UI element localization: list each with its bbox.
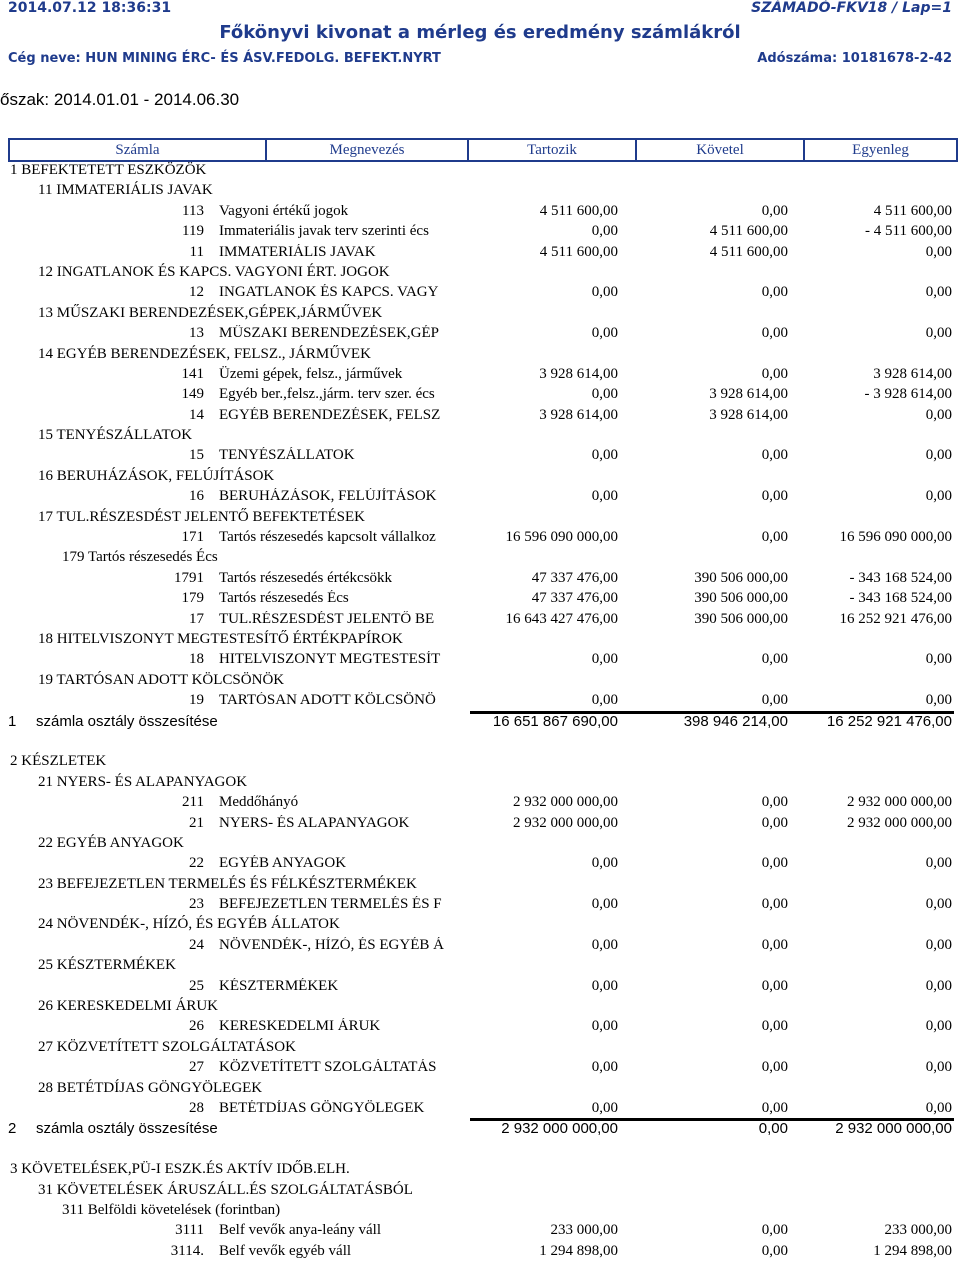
account-row bbox=[0, 486, 960, 506]
group-title: 179 Tartós részesedés Écs bbox=[62, 549, 218, 566]
account-row bbox=[0, 201, 960, 221]
account-name: KÖZVETÍTETT SZOLGÁLTATÁS bbox=[219, 1059, 437, 1076]
group-heading bbox=[0, 1180, 960, 1200]
credit-amount: 0,00 bbox=[761, 1018, 788, 1035]
account-row bbox=[0, 813, 960, 833]
debit-amount: 1 294 898,00 bbox=[539, 1242, 618, 1259]
balance-amount: 0,00 bbox=[925, 488, 952, 505]
credit-amount: 0,00 bbox=[761, 1222, 788, 1239]
balance-amount: - 343 168 524,00 bbox=[849, 590, 952, 607]
group-heading bbox=[0, 772, 960, 792]
debit-amount: 0,00 bbox=[591, 896, 618, 913]
account-name: Belf vevők egyéb váll bbox=[219, 1242, 352, 1259]
account-name: MŰSZAKI BERENDEZÉSEK,GÉP bbox=[219, 325, 439, 342]
account-code: 18 bbox=[189, 651, 204, 668]
group-heading bbox=[0, 344, 960, 364]
balance-amount: 2 932 000 000,00 bbox=[847, 814, 952, 831]
account-row bbox=[0, 792, 960, 812]
group-title: 22 EGYÉB ANYAGOK bbox=[38, 834, 184, 851]
debit-amount: 0,00 bbox=[591, 284, 618, 301]
class-number: 2 bbox=[8, 1120, 17, 1138]
debit-amount: 2 932 000 000,00 bbox=[513, 814, 618, 831]
group-title: 24 NÖVENDÉK-, HÍZÓ, ÉS EGYÉB ÁLLATOK bbox=[38, 916, 340, 933]
account-name: Tartós részesedés értékcsökk bbox=[219, 569, 393, 586]
balance-amount: 0,00 bbox=[925, 325, 952, 342]
credit-amount: 0,00 bbox=[761, 896, 788, 913]
total-label: számla osztály összesítése bbox=[36, 1120, 218, 1138]
col-tartozik: Tartozik bbox=[469, 140, 637, 160]
group-title: 19 TARTÓSAN ADOTT KÖLCSÖNÖK bbox=[38, 671, 285, 688]
account-row bbox=[0, 1220, 960, 1240]
group-heading bbox=[0, 914, 960, 934]
group-title: 11 IMMATERIÁLIS JAVAK bbox=[38, 182, 213, 199]
account-name: BETÉTDÍJAS GÖNGYÖLEGEK bbox=[219, 1099, 425, 1116]
balance-amount: 0,00 bbox=[925, 406, 952, 423]
account-row bbox=[0, 894, 960, 914]
balance-amount: 233 000,00 bbox=[884, 1222, 952, 1239]
balance-amount: - 343 168 524,00 bbox=[849, 569, 952, 586]
balance-amount: 2 932 000 000,00 bbox=[847, 794, 952, 811]
account-name: Belf vevők anya-leány váll bbox=[219, 1222, 382, 1239]
account-name: Vagyoni értékű jogok bbox=[219, 202, 349, 219]
account-row bbox=[0, 527, 960, 547]
account-name: TENYÉSZÁLLATOK bbox=[219, 447, 355, 464]
credit-amount: 0,00 bbox=[761, 488, 788, 505]
group-title: 23 BEFEJEZETLEN TERMELÉS ÉS FÉLKÉSZTERMÉKEK bbox=[38, 875, 417, 892]
account-name: TUL.RÉSZESDÉST JELENTŐ BE bbox=[219, 610, 435, 627]
account-name: Tartós részesedés kapcsolt vállalkoz bbox=[219, 529, 436, 546]
balance-amount: 16 596 090 000,00 bbox=[839, 529, 952, 546]
account-row bbox=[0, 221, 960, 241]
account-code: 19 bbox=[189, 692, 204, 709]
account-code: 3111 bbox=[175, 1222, 204, 1239]
account-name: KÉSZTERMÉKEK bbox=[219, 977, 339, 994]
account-row bbox=[0, 609, 960, 629]
account-code: 119 bbox=[182, 223, 204, 240]
group-heading bbox=[0, 1200, 960, 1220]
spacer-row bbox=[0, 1139, 960, 1159]
account-row bbox=[0, 853, 960, 873]
credit-amount: 0,00 bbox=[761, 1059, 788, 1076]
balance-total: 16 252 921 476,00 bbox=[826, 712, 952, 730]
group-title: 15 TENYÉSZÁLLATOK bbox=[38, 427, 193, 444]
group-heading bbox=[0, 303, 960, 323]
spacer-row bbox=[0, 731, 960, 751]
account-name: BEFEJEZETLEN TERMELÉS ÉS F bbox=[219, 896, 442, 913]
credit-amount: 0,00 bbox=[761, 977, 788, 994]
account-code: 28 bbox=[189, 1099, 204, 1116]
account-row bbox=[0, 1057, 960, 1077]
group-title: 13 MŰSZAKI BERENDEZÉSEK,GÉPEK,JÁRMŰVEK bbox=[38, 304, 383, 321]
ledger-lines bbox=[0, 160, 960, 1261]
balance-amount: 0,00 bbox=[925, 1059, 952, 1076]
credit-amount: 390 506 000,00 bbox=[694, 590, 788, 607]
group-heading bbox=[0, 955, 960, 975]
group-heading bbox=[0, 670, 960, 690]
debit-amount: 3 928 614,00 bbox=[539, 365, 618, 382]
group-title: 27 KÖZVETÍTETT SZOLGÁLTATÁSOK bbox=[38, 1038, 296, 1055]
group-heading bbox=[0, 547, 960, 567]
credit-total: 398 946 214,00 bbox=[683, 712, 788, 730]
group-heading bbox=[0, 751, 960, 771]
credit-amount: 0,00 bbox=[761, 284, 788, 301]
account-name: KERESKEDELMI ÁRUK bbox=[219, 1018, 381, 1035]
total-label: számla osztály összesítése bbox=[36, 712, 218, 730]
account-row bbox=[0, 1016, 960, 1036]
debit-amount: 47 337 476,00 bbox=[531, 569, 618, 586]
report-title: Főkönyvi kivonat a mérleg és eredmény számlákról bbox=[219, 22, 741, 43]
group-heading bbox=[0, 466, 960, 486]
balance-amount: 0,00 bbox=[925, 651, 952, 668]
group-heading bbox=[0, 262, 960, 282]
group-title: 28 BETÉTDÍJAS GÖNGYÖLEGEK bbox=[38, 1079, 263, 1096]
balance-amount: - 3 928 614,00 bbox=[864, 386, 952, 403]
group-heading bbox=[0, 507, 960, 527]
group-heading bbox=[0, 1159, 960, 1179]
account-row bbox=[0, 588, 960, 608]
account-code: 16 bbox=[189, 488, 204, 505]
col-szamla: Számla bbox=[10, 140, 267, 160]
print-datetime: 2014.07.12 18:36:31 bbox=[8, 0, 172, 16]
debit-amount: 0,00 bbox=[591, 1059, 618, 1076]
group-title: 1 BEFEKTETETT ESZKÖZÖK bbox=[10, 162, 207, 178]
account-code: 27 bbox=[189, 1059, 204, 1076]
class-total-row bbox=[0, 711, 960, 731]
group-heading bbox=[0, 1078, 960, 1098]
credit-amount: 0,00 bbox=[761, 692, 788, 709]
class-total-row bbox=[0, 1118, 960, 1138]
debit-amount: 0,00 bbox=[591, 488, 618, 505]
credit-amount: 0,00 bbox=[761, 529, 788, 546]
account-name: IMMATERIÁLIS JAVAK bbox=[219, 243, 376, 260]
debit-amount: 4 511 600,00 bbox=[539, 202, 618, 219]
account-row bbox=[0, 405, 960, 425]
credit-amount: 390 506 000,00 bbox=[694, 569, 788, 586]
credit-amount: 390 506 000,00 bbox=[694, 610, 788, 627]
account-row bbox=[0, 649, 960, 669]
account-row bbox=[0, 976, 960, 996]
debit-amount: 16 596 090 000,00 bbox=[505, 529, 618, 546]
balance-total: 2 932 000 000,00 bbox=[835, 1120, 952, 1138]
account-name: Immateriális javak terv szerinti écs bbox=[219, 223, 429, 240]
debit-amount: 4 511 600,00 bbox=[539, 243, 618, 260]
group-heading bbox=[0, 425, 960, 445]
group-title: 25 KÉSZTERMÉKEK bbox=[38, 957, 176, 974]
group-title: 14 EGYÉB BERENDEZÉSEK, FELSZ., JÁRMŰVEK bbox=[38, 345, 371, 362]
group-title: 16 BERUHÁZÁSOK, FELÚJÍTÁSOK bbox=[38, 467, 275, 484]
account-name: Tartós részesedés Écs bbox=[219, 590, 349, 607]
debit-amount: 0,00 bbox=[591, 692, 618, 709]
credit-total: 0,00 bbox=[758, 1120, 788, 1138]
credit-amount: 3 928 614,00 bbox=[709, 406, 788, 423]
debit-amount: 0,00 bbox=[591, 936, 618, 953]
debit-amount: 0,00 bbox=[591, 1018, 618, 1035]
account-code: 14 bbox=[189, 406, 204, 423]
account-row bbox=[0, 1098, 960, 1118]
account-code: 21 bbox=[189, 814, 204, 831]
balance-amount: 0,00 bbox=[925, 936, 952, 953]
balance-amount: 0,00 bbox=[925, 692, 952, 709]
group-title: 26 KERESKEDELMI ÁRUK bbox=[38, 998, 218, 1015]
credit-amount: 0,00 bbox=[761, 651, 788, 668]
debit-total: 2 932 000 000,00 bbox=[501, 1120, 618, 1138]
account-name: HITELVISZONYT MEGTESTESÍT bbox=[219, 651, 441, 668]
credit-amount: 4 511 600,00 bbox=[709, 243, 788, 260]
col-egyenleg: Egyenleg bbox=[852, 142, 909, 158]
group-title: 2 KÉSZLETEK bbox=[10, 753, 107, 770]
program-page-label: SZÁMADÓ-FKV18 / Lap=1 bbox=[751, 0, 952, 16]
account-code: 12 bbox=[189, 284, 204, 301]
credit-amount: 0,00 bbox=[761, 365, 788, 382]
credit-amount: 0,00 bbox=[761, 936, 788, 953]
account-name: TARTÓSAN ADOTT KÖLCSÖNÖ bbox=[219, 692, 436, 709]
account-row bbox=[0, 1241, 960, 1261]
credit-amount: 3 928 614,00 bbox=[709, 386, 788, 403]
debit-amount: 0,00 bbox=[591, 223, 618, 240]
account-row bbox=[0, 384, 960, 404]
group-title: 31 KÖVETELÉSEK ÁRUSZÁLL.ÉS SZOLGÁLTATÁSBÓL bbox=[38, 1181, 413, 1198]
debit-amount: 0,00 bbox=[591, 977, 618, 994]
account-name: Üzemi gépek, felsz., járművek bbox=[219, 365, 403, 382]
debit-amount: 0,00 bbox=[591, 1099, 618, 1116]
group-heading bbox=[0, 833, 960, 853]
account-name: Egyéb ber.,felsz.,járm. terv szer. écs bbox=[219, 386, 435, 403]
account-name: NYERS- ÉS ALAPANYAGOK bbox=[219, 814, 410, 831]
account-code: 23 bbox=[189, 896, 204, 913]
account-code: 15 bbox=[189, 447, 204, 464]
debit-amount: 0,00 bbox=[591, 855, 618, 872]
credit-amount: 0,00 bbox=[761, 325, 788, 342]
balance-amount: 3 928 614,00 bbox=[873, 365, 952, 382]
account-code: 25 bbox=[189, 977, 204, 994]
account-name: EGYÉB ANYAGOK bbox=[219, 855, 347, 872]
credit-amount: 0,00 bbox=[761, 202, 788, 219]
debit-amount: 0,00 bbox=[591, 386, 618, 403]
group-heading bbox=[0, 180, 960, 200]
account-row bbox=[0, 282, 960, 302]
group-heading bbox=[0, 629, 960, 649]
group-heading bbox=[0, 996, 960, 1016]
account-row bbox=[0, 935, 960, 955]
balance-amount: - 4 511 600,00 bbox=[865, 223, 952, 240]
account-row bbox=[0, 364, 960, 384]
balance-amount: 16 252 921 476,00 bbox=[839, 610, 952, 627]
account-code: 171 bbox=[181, 529, 204, 546]
debit-amount: 16 643 427 476,00 bbox=[505, 610, 618, 627]
credit-amount: 0,00 bbox=[761, 1099, 788, 1116]
debit-amount: 0,00 bbox=[591, 325, 618, 342]
debit-amount: 0,00 bbox=[591, 651, 618, 668]
group-heading bbox=[0, 874, 960, 894]
group-title: 21 NYERS- ÉS ALAPANYAGOK bbox=[38, 773, 248, 790]
account-code: 149 bbox=[181, 386, 204, 403]
account-code: 26 bbox=[189, 1018, 204, 1035]
credit-amount: 0,00 bbox=[761, 794, 788, 811]
account-name: BERUHÁZÁSOK, FELÚJÍTÁSOK bbox=[219, 488, 437, 505]
balance-amount: 0,00 bbox=[925, 447, 952, 464]
debit-total: 16 651 867 690,00 bbox=[492, 712, 618, 730]
account-code: 22 bbox=[189, 855, 204, 872]
account-row bbox=[0, 242, 960, 262]
account-name: NÖVENDÉK-, HÍZÓ, ÉS EGYÉB Á bbox=[219, 936, 444, 953]
account-code: 13 bbox=[189, 325, 204, 342]
group-heading bbox=[0, 1037, 960, 1057]
group-title: 12 INGATLANOK ÉS KAPCS. VAGYONI ÉRT. JOGOK bbox=[38, 263, 390, 280]
debit-amount: 47 337 476,00 bbox=[531, 590, 618, 607]
group-title: 3 KÖVETELÉSEK,PÜ-I ESZK.ÉS AKTÍV IDŐB.ELH. bbox=[10, 1161, 350, 1178]
debit-amount: 2 932 000 000,00 bbox=[513, 794, 618, 811]
group-title: 311 Belföldi követelések (forintban) bbox=[62, 1201, 281, 1218]
group-title: 17 TUL.RÉSZESDÉST JELENTŐ BEFEKTETÉSEK bbox=[38, 508, 365, 525]
company-name: Cég neve: HUN MINING ÉRC- ÉS ÁSV.FEDOLG. BEFEKT.NYRT bbox=[8, 51, 441, 66]
account-code: 3114. bbox=[170, 1242, 204, 1259]
balance-amount: 0,00 bbox=[925, 243, 952, 260]
tax-id: Adószáma: 10181678-2-42 bbox=[757, 51, 952, 66]
account-name: INGATLANOK ÉS KAPCS. VAGY bbox=[219, 284, 439, 301]
account-code: 17 bbox=[189, 610, 204, 627]
account-row bbox=[0, 323, 960, 343]
credit-amount: 0,00 bbox=[761, 855, 788, 872]
credit-amount: 0,00 bbox=[761, 814, 788, 831]
balance-amount: 0,00 bbox=[925, 977, 952, 994]
credit-amount: 0,00 bbox=[761, 1242, 788, 1259]
group-heading bbox=[0, 160, 960, 180]
balance-amount: 0,00 bbox=[925, 896, 952, 913]
account-code: 141 bbox=[181, 365, 204, 382]
debit-amount: 3 928 614,00 bbox=[539, 406, 618, 423]
account-row bbox=[0, 690, 960, 710]
group-title: 18 HITELVISZONYT MEGTESTESÍTŐ ÉRTÉKPAPÍROK bbox=[38, 630, 403, 647]
account-name: EGYÉB BERENDEZÉSEK, FELSZ bbox=[219, 406, 441, 423]
account-code: 24 bbox=[189, 936, 204, 953]
balance-amount: 0,00 bbox=[925, 855, 952, 872]
balance-amount: 4 511 600,00 bbox=[873, 202, 952, 219]
credit-amount: 0,00 bbox=[761, 447, 788, 464]
class-number: 1 bbox=[8, 712, 17, 730]
account-code: 1791 bbox=[174, 569, 204, 586]
balance-amount: 0,00 bbox=[925, 1018, 952, 1035]
period-range: őszak: 2014.01.01 - 2014.06.30 bbox=[0, 90, 240, 109]
balance-amount: 0,00 bbox=[925, 284, 952, 301]
account-code: 113 bbox=[182, 202, 204, 219]
column-header-row bbox=[8, 138, 958, 162]
account-name: Meddőhányó bbox=[219, 794, 299, 811]
debit-amount: 233 000,00 bbox=[550, 1222, 618, 1239]
account-row bbox=[0, 568, 960, 588]
col-kovetel: Követel bbox=[637, 140, 805, 160]
account-code: 11 bbox=[189, 243, 204, 260]
debit-amount: 0,00 bbox=[591, 447, 618, 464]
col-megnevezes: Megnevezés bbox=[267, 140, 469, 160]
balance-amount: 1 294 898,00 bbox=[873, 1242, 952, 1259]
credit-amount: 4 511 600,00 bbox=[709, 223, 788, 240]
account-code: 211 bbox=[182, 794, 204, 811]
account-code: 179 bbox=[181, 590, 204, 607]
account-row bbox=[0, 445, 960, 465]
balance-amount: 0,00 bbox=[925, 1099, 952, 1116]
